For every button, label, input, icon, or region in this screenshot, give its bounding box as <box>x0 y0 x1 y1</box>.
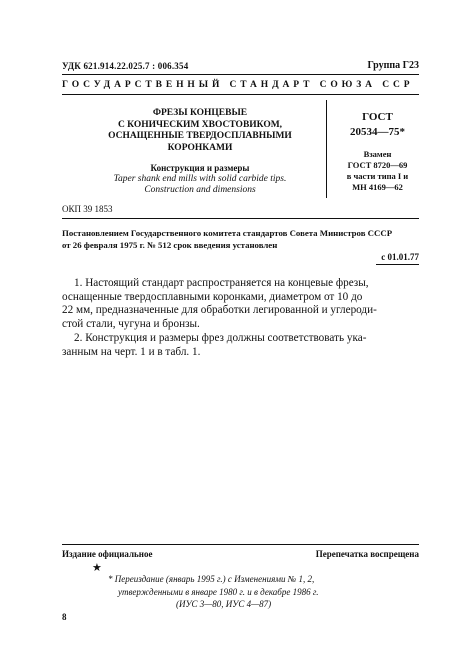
title-line: ОСНАЩЕННЫЕ ТВЕРДОСПЛАВНЫМИ <box>108 131 292 141</box>
paragraph-line: 2. Конструкция и размеры фрез должны соответствовать ука- <box>74 332 367 344</box>
title-divider <box>326 100 327 198</box>
official-edition-label: Издание официальное <box>62 549 153 559</box>
english-title-line: Taper shank end mills with solid carbide tips. <box>113 174 287 184</box>
paragraph-line: оснащенные твердосплавными коронками, диаметром от 10 до <box>62 290 363 303</box>
paragraph-design <box>62 332 429 359</box>
star-icon: ★ <box>92 562 102 574</box>
english-title <box>70 174 330 196</box>
reissue-line: утвержденными в январе 1980 г. и в декабре 1986 г. <box>118 586 319 597</box>
effective-date-underline <box>376 264 419 265</box>
title-line: ФРЕЗЫ КОНЦЕВЫЕ <box>152 108 248 118</box>
paragraph-line: 22 мм, предназначенные для обработки легированной и углероди- <box>62 304 377 317</box>
udk-code: УДК 621.914.22.025.7 : 006.354 <box>62 61 189 71</box>
paragraph-line: занным на черт. 1 и в табл. 1. <box>62 345 201 358</box>
decree-text <box>62 227 419 251</box>
standard-title <box>80 108 320 154</box>
replaces-line: в части типа I и <box>346 171 409 181</box>
reissue-line: * Переиздание (январь 1995 г.) с Изменениями № 1, 2, <box>108 574 315 584</box>
reissue-line: (ИУС 3—80, ИУС 4—87) <box>176 599 272 609</box>
header-rule-top <box>62 74 419 75</box>
title-line: С КОНИЧЕСКИМ ХВОСТОВИКОМ, <box>117 119 283 130</box>
effective-date: с 01.01.77 <box>381 252 419 262</box>
english-title-line: Construction and dimensions <box>144 185 256 195</box>
gost-number: 20534—75* <box>350 126 405 138</box>
replaces-line: ГОСТ 8720—69 <box>347 160 408 170</box>
decree-line: Постановлением Государственного комитета стандартов Совета Министров СССР <box>62 228 393 238</box>
group-code: Группа Г23 <box>367 60 419 71</box>
replaces-line: МН 4169—62 <box>352 182 403 192</box>
paragraph-line: стой стали, чугуна и бронзы. <box>62 317 200 330</box>
standard-subtitle: Конструкция и размеры <box>150 163 250 173</box>
paragraph-scope <box>62 277 429 331</box>
decree-line: от 26 февраля 1975 г. № 512 срок введения установлен <box>62 240 278 250</box>
header-rule-bottom <box>62 94 419 95</box>
okp-rule <box>62 218 419 219</box>
paragraph-line: 1. Настоящий стандарт распространяется на концевые фрезы, <box>74 277 369 289</box>
replaces-block <box>330 149 425 193</box>
okp-code: ОКП 39 1853 <box>62 204 113 214</box>
gost-label: ГОСТ <box>362 111 393 123</box>
reprint-prohibited-label: Перепечатка воспрещена <box>315 549 419 559</box>
footer-rule <box>62 544 419 545</box>
reissue-note <box>108 573 408 611</box>
title-line: КОРОНКАМИ <box>167 142 233 153</box>
state-standard-heading: ГОСУДАРСТВЕННЫЙ СТАНДАРТ СОЮЗА ССР <box>62 80 414 90</box>
replaces-line: Взамен <box>363 149 392 159</box>
gost-block <box>330 111 425 193</box>
page-number: 8 <box>62 612 67 622</box>
